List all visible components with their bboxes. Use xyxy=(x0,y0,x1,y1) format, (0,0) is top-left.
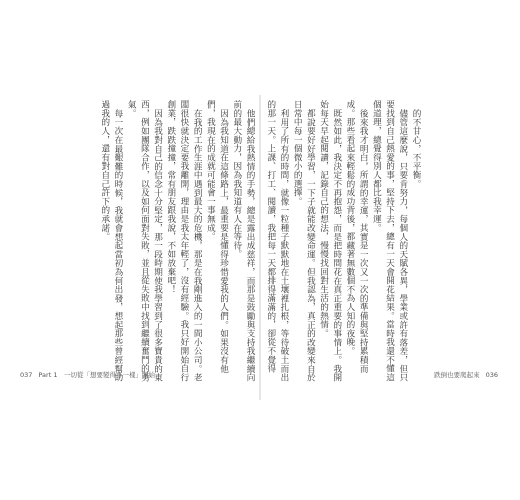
paragraph: 因為我對自己的信念十分堅定，那一段時期使我學習到了很多寶貴的東西，例如團隊合作，以及如何面對失敗，並且從失敗中找到繼續奮鬥的勇氣。 xyxy=(126,100,163,382)
right-folio xyxy=(434,370,498,379)
paragraph: 都說要好好學習，一下子就能改變命運。但我認為，真正的改變來自於日常中每一個微小的選擇。 xyxy=(292,100,316,382)
running-head: Part 1 一切從「想要變得不一樣」開始 xyxy=(38,371,155,379)
paragraph: 後來我才明白，所謂的幸運，其實是一次又一次的準備與堅持累積而成。那些看起來輕鬆的成功背後，都藏著無數個不為人知的夜晚。 xyxy=(344,100,369,373)
paragraph: 的不甘心，不平衡。 xyxy=(411,108,421,188)
page-number: 037 xyxy=(20,371,33,379)
running-head: 跌倒也要爬起來 xyxy=(434,371,480,379)
paragraph: 利用了所有的時間，就像一粒種子默默地在土壤裡扎根，等待破土而出的那一天。上課、打工、閱讀，我把每一天都排得滿滿的，卻從不覺得 xyxy=(266,100,289,382)
left-page-text xyxy=(100,100,256,382)
paragraph: 儘管這麼說，只要肯努力，每個人的天賦各異，學業或許有落差，但只要找到自己熱愛的事，堅持下去，總有一天會開花結果。當時我還不懂這個道理，總覺得別人都比我幸運。 xyxy=(371,100,408,382)
paragraph: 既然如此，我決定不再抱怨，而是把時間花在真正重要的事情上。我開始每天早起閱讀，記錄自己的想法，慢慢找回對生活的熱情。 xyxy=(318,100,342,382)
left-folio xyxy=(20,370,155,379)
paragraph: 每一次在最艱難的時候，我就會想起當初為何出發，想起那些曾經幫助過我的人，還有對自己許下的承諾。 xyxy=(100,100,123,382)
paragraph: 他們總給我熱情的手勢，總是露出成慈祥，而那是鼓勵與支持我繼續向前的最大動力，因為我知道有人在等待。 xyxy=(231,100,255,382)
page-number: 036 xyxy=(485,371,498,379)
left-page xyxy=(100,100,260,400)
right-page-text xyxy=(266,100,422,382)
paragraph: 因為我知道在這條路上，最重要是懂得珍惜愛我的人們。如果沒有他們，我現在的成就可能會一事無成。 xyxy=(205,100,229,373)
right-page xyxy=(262,100,422,400)
paragraph: 在我的工作生涯中遇到最大的危機，那是在我剛進入的一間小公司。老闆很快就決定要我離開，理由是我太年輕了，沒有經驗。我只好開始自行創業，跌跌撞撞，常有朋友跟我說，不如放棄吧！ xyxy=(165,100,203,382)
